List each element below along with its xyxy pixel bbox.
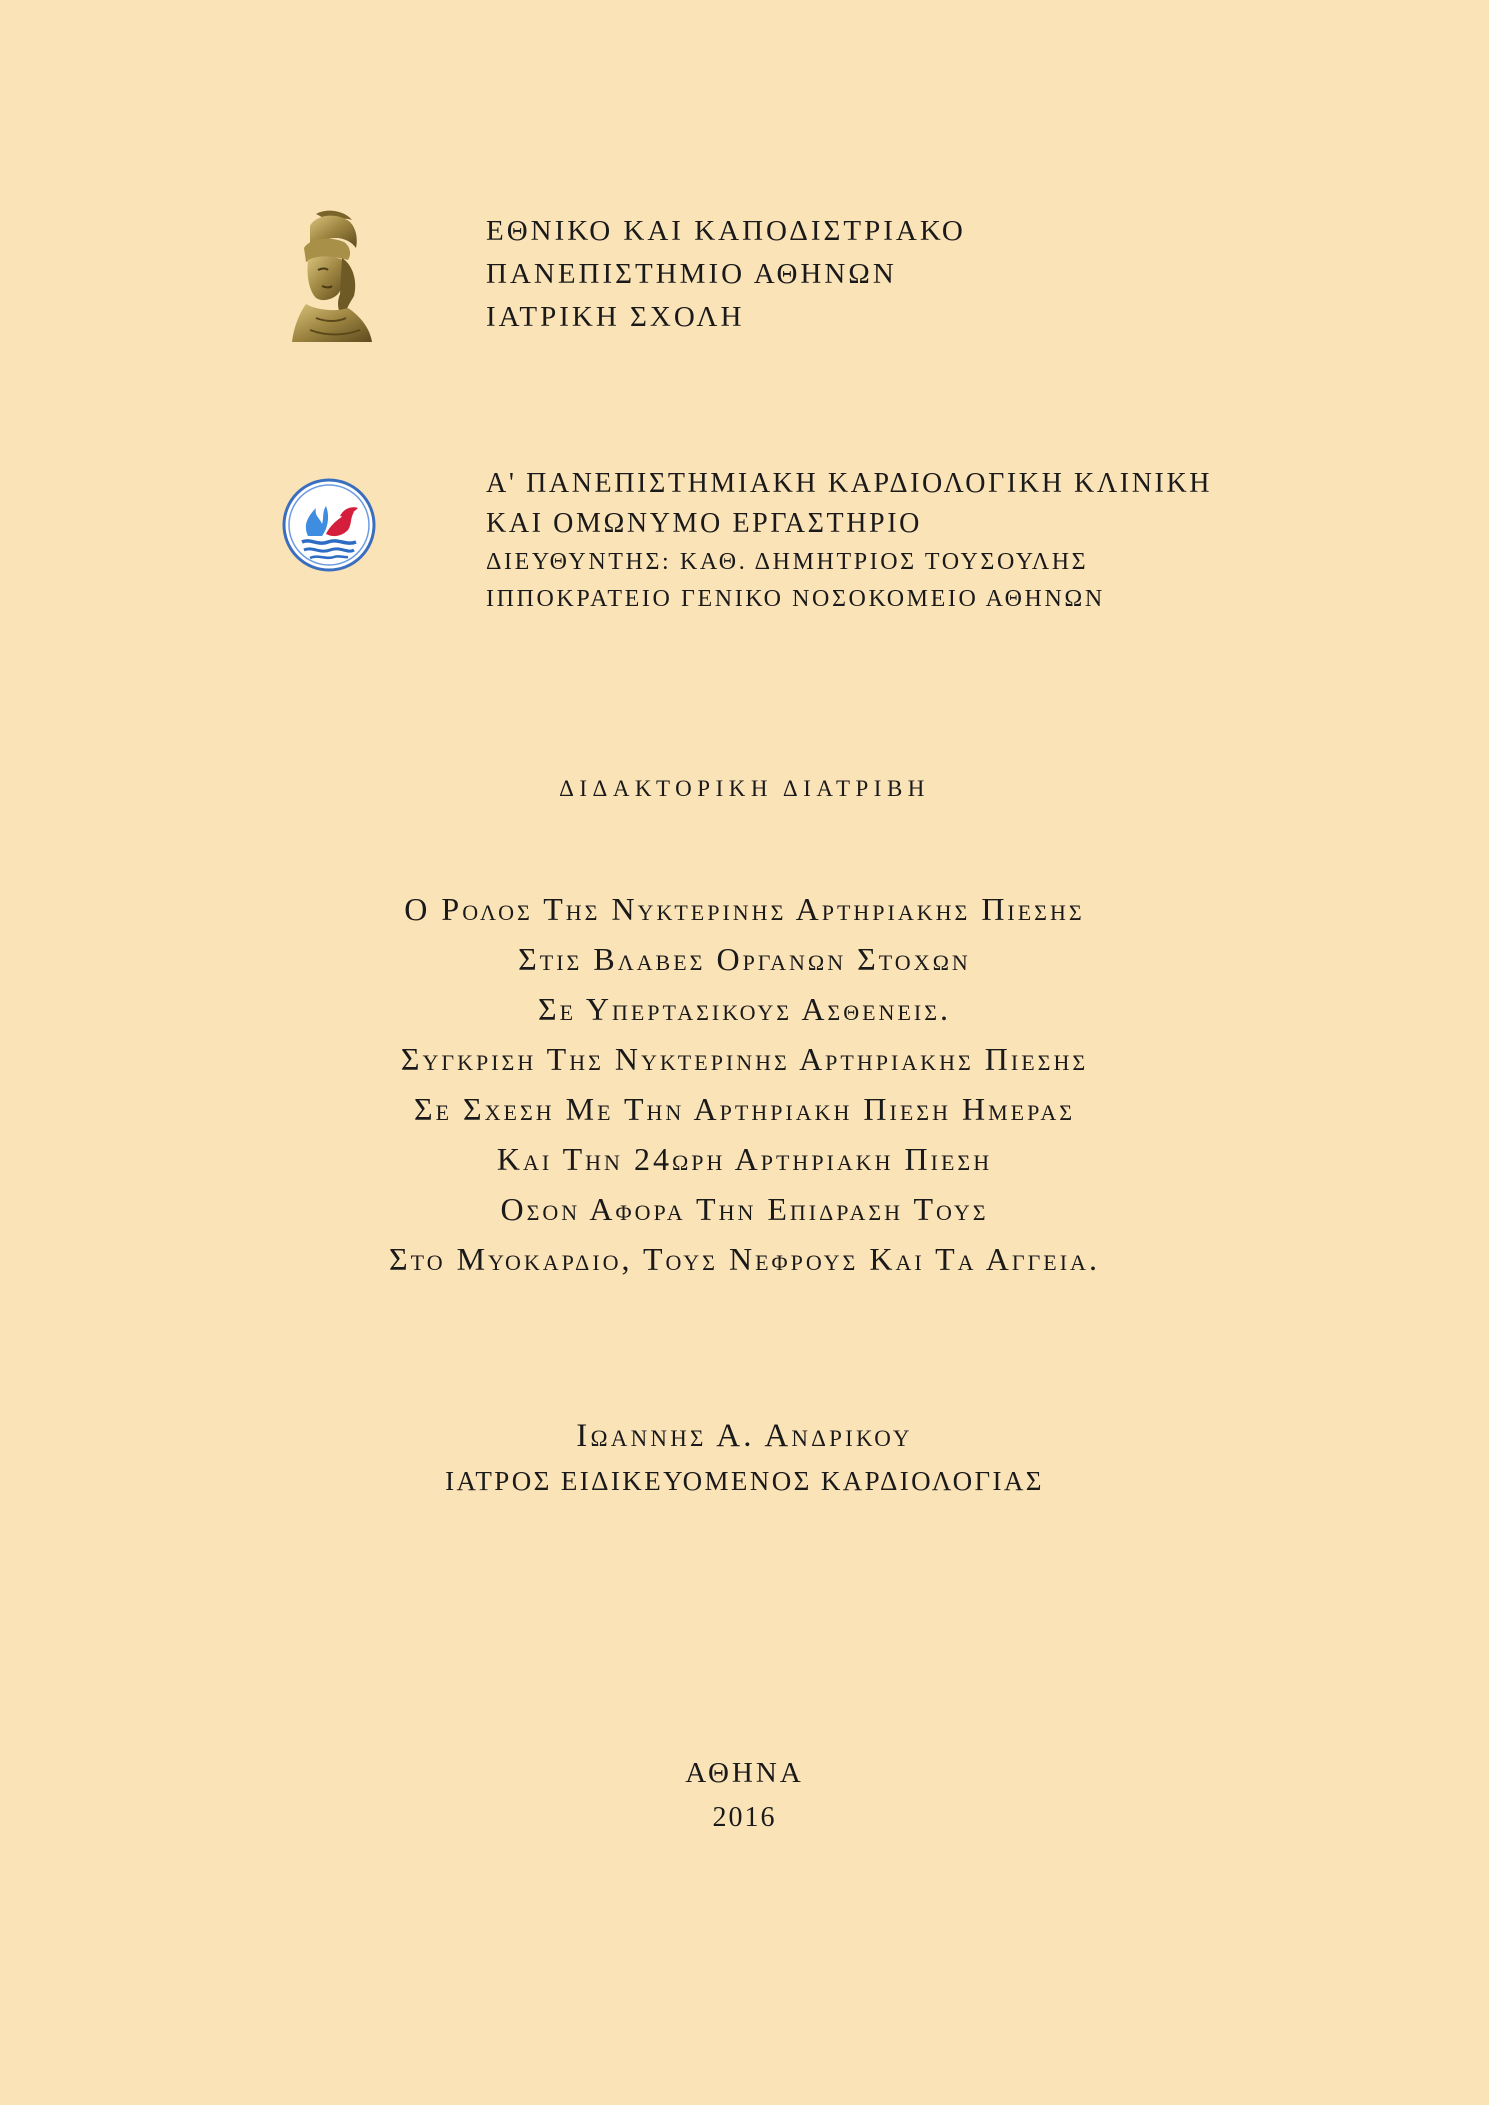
title-line: Στις Βλαβες Οργανων Στοχων bbox=[518, 941, 971, 977]
author-name: Ιωαννης Α. Ανδρικου bbox=[576, 1418, 913, 1454]
publication-place: ΑΘΗΝΑ bbox=[685, 1757, 804, 1789]
title-line: Σε Υπερτασικους Ασθενεις. bbox=[537, 991, 952, 1027]
athena-head-icon bbox=[286, 208, 372, 344]
clinic-header bbox=[486, 464, 1212, 618]
author-role: ΙΑΤΡΟΣ ΕΙΔΙΚΕΥΟΜΕΝΟΣ ΚΑΡΔΙΟΛΟΓΙΑΣ bbox=[445, 1466, 1044, 1496]
clinic-director: ΔΙΕΥΘΥΝΤΗΣ: ΚΑΘ. ΔΗΜΗΤΡΙΟΣ ΤΟΥΣΟΥΛΗΣ bbox=[486, 549, 1089, 575]
clinic-name-line1: Α' ΠΑΝΕΠΙΣΤΗΜΙΑΚΗ ΚΑΡΔΙΟΛΟΓΙΚΗ ΚΛΙΝΙΚΗ bbox=[486, 468, 1213, 499]
title-line: Ο Ρολος Της Νυκτερινης Αρτηριακης Πιεσης bbox=[404, 891, 1085, 927]
university-name-line2: ΠΑΝΕΠΙΣΤΗΜΙΟ ΑΘΗΝΩΝ bbox=[486, 258, 897, 290]
university-header bbox=[486, 210, 966, 339]
title-line: Συγκριση Της Νυκτερινης Αρτηριακης Πιεσης bbox=[400, 1041, 1089, 1077]
title-line: Οσον Αφορα Την Επιδραση Τους bbox=[500, 1191, 989, 1227]
title-line: Στο Μυοκαρδιο, Τους Νεφρους Και Τα Αγγεια. bbox=[389, 1241, 1100, 1277]
title-line: Σε Σχεση Με Την Αρτηριακη Πιεση Ημερας bbox=[413, 1091, 1076, 1127]
title-line: Και Την 24ωρη Αρτηριακη Πιεση bbox=[496, 1141, 993, 1177]
clinic-name-line2: ΚΑΙ ΟΜΩΝΥΜΟ ΕΡΓΑΣΤΗΡΙΟ bbox=[486, 508, 922, 539]
school-name: ΙΑΤΡΙΚΗ ΣΧΟΛΗ bbox=[486, 301, 745, 333]
clinic-hospital: ΙΠΠΟΚΡΑΤΕΙΟ ΓΕΝΙΚΟ ΝΟΣΟΚΟΜΕΙΟ ΑΘΗΝΩΝ bbox=[486, 586, 1105, 612]
university-name-line1: ΕΘΝΙΚΟ ΚΑΙ ΚΑΠΟΔΙΣΤΡΙΑΚΟ bbox=[486, 215, 966, 247]
cardiology-clinic-logo-icon bbox=[282, 478, 376, 572]
publication-year: 2016 bbox=[712, 1802, 777, 1833]
document-type: ΔΙΔΑΚΤΟΡΙΚΗ ΔΙΑΤΡΙΒΗ bbox=[559, 776, 930, 801]
thesis-title bbox=[0, 884, 1489, 1284]
